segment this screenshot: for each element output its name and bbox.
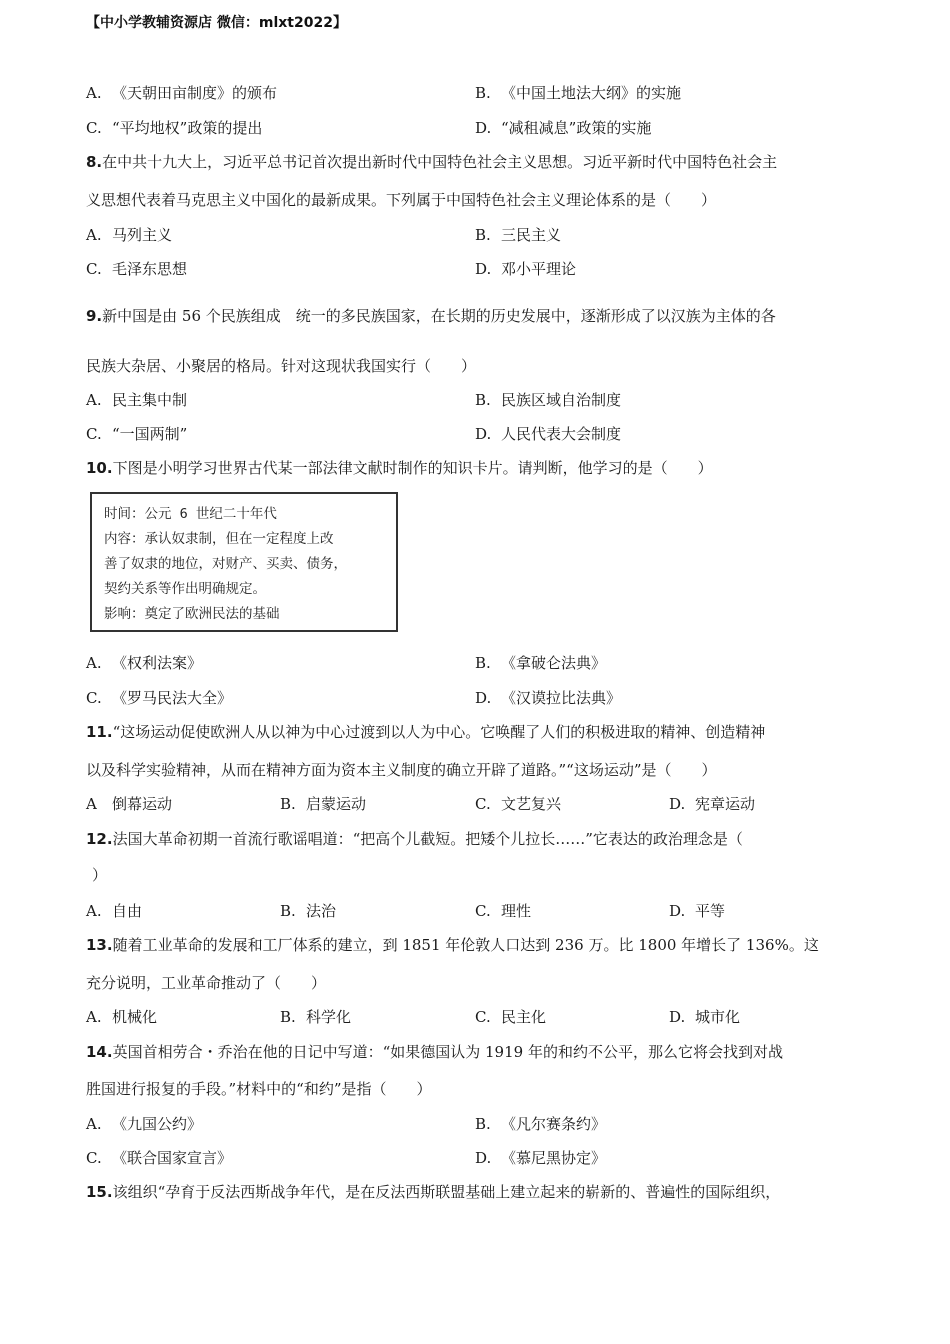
option-key: D.: [475, 119, 492, 137]
q14-stem-line1: [86, 1041, 783, 1062]
q10-stem-text: 下图是小明学习世界古代某一部法律文献时制作的知识卡片。请判断，他学习的是（ ）: [112, 459, 713, 477]
page-header-watermark: 【中小学教辅资源店 微信：mlxt2022】: [86, 15, 347, 31]
option-text: 法治: [306, 902, 337, 920]
q9-stem-text: 新中国是由 56 个民族组成 统一的多民族国家，在长期的历史发展中，逐渐形成了以汉族为主体的各: [102, 307, 776, 325]
q8-option-b[interactable]: [475, 224, 561, 245]
q15-stem-text: 该组织“孕育于反法西斯战争年代，是在反法西斯联盟基础上建立起来的崭新的、普遍性的国际组织，: [112, 1183, 781, 1201]
q14-stem-line2: 胜国进行报复的手段。”材料中的“和约”是指（ ）: [86, 1080, 432, 1098]
option-key: A.: [86, 84, 102, 102]
q13-option-a[interactable]: [86, 1006, 157, 1027]
option-text: 马列主义: [112, 226, 173, 244]
option-text: “平均地权”政策的提出: [112, 119, 263, 137]
option-key: B.: [475, 391, 491, 409]
q13-option-b[interactable]: [280, 1006, 351, 1027]
q7-option-b[interactable]: [475, 82, 681, 103]
option-text: 民族区域自治制度: [501, 391, 622, 409]
card-line-content-2: 善了奴隶的地位，对财产、买卖、债务，: [104, 556, 347, 572]
option-text: 《凡尔赛条约》: [501, 1115, 607, 1133]
option-text: 自由: [112, 902, 143, 920]
q9-stem-line1: [86, 305, 776, 326]
q12-option-b[interactable]: [280, 900, 336, 921]
option-key: B.: [280, 795, 296, 813]
option-text: 文艺复兴: [501, 795, 562, 813]
q12-stem-line2: ）: [92, 866, 108, 884]
card-line-content: 内容：承认奴隶制，但在一定程度上改: [104, 531, 334, 547]
option-text: 《天朝田亩制度》的颁布: [112, 84, 278, 102]
question-number: 9.: [86, 307, 103, 325]
q8-option-a[interactable]: [86, 224, 172, 245]
question-number: 14.: [86, 1043, 113, 1061]
option-key: C.: [475, 902, 491, 920]
q7-option-d[interactable]: [475, 117, 651, 138]
question-number: 11.: [86, 723, 113, 741]
option-key: D.: [475, 425, 492, 443]
q10-option-a[interactable]: [86, 652, 202, 673]
question-number: 15.: [86, 1183, 113, 1201]
q10-option-d[interactable]: [475, 687, 621, 708]
question-number: 8.: [86, 153, 103, 171]
q13-stem-line1: [86, 934, 819, 955]
q12-stem-line1: [86, 828, 743, 849]
option-text: 倒幕运动: [112, 795, 173, 813]
q8-stem-text: 在中共十九大上，习近平总书记首次提出新时代中国特色社会主义思想。习近平新时代中国特色社会主: [102, 153, 778, 171]
option-key: B.: [475, 226, 491, 244]
option-key: D.: [669, 1008, 686, 1026]
q9-stem-line2: 民族大杂居、小聚居的格局。针对这现状我国实行（ ）: [86, 357, 477, 375]
option-text: 城市化: [695, 1008, 741, 1026]
q11-stem-line1: [86, 721, 765, 742]
option-text: 毛泽东思想: [112, 260, 188, 278]
option-key: A.: [86, 902, 102, 920]
q10-stem-line1: [86, 457, 713, 478]
q7-option-c[interactable]: [86, 117, 262, 138]
q11-option-c[interactable]: [475, 793, 561, 814]
q14-stem-text: 英国首相劳合・乔治在他的日记中写道：“如果德国认为 1919 年的和约不公平，那么它将会找到对战: [112, 1043, 783, 1061]
card-line-impact: 影响：奠定了欧洲民法的基础: [104, 606, 280, 622]
option-key: A.: [86, 226, 102, 244]
option-key: B.: [280, 902, 296, 920]
q14-option-d[interactable]: [475, 1147, 606, 1168]
option-key: A.: [86, 1115, 102, 1133]
option-key: A.: [86, 1008, 102, 1026]
option-key: B.: [475, 654, 491, 672]
option-text: 机械化: [112, 1008, 158, 1026]
option-text: 三民主义: [501, 226, 562, 244]
option-text: 宪章运动: [695, 795, 756, 813]
q8-stem-line1: [86, 151, 777, 172]
q12-option-d[interactable]: [669, 900, 725, 921]
q13-option-c[interactable]: [475, 1006, 546, 1027]
option-key: B.: [475, 84, 491, 102]
option-key: C.: [86, 119, 102, 137]
q11-option-d[interactable]: [669, 793, 755, 814]
q15-stem-line1: [86, 1181, 780, 1202]
card-line-time: 时间：公元 6 世纪二十年代: [104, 506, 277, 522]
option-text: 《中国土地法大纲》的实施: [501, 84, 682, 102]
option-key: D.: [475, 260, 492, 278]
option-key: A.: [86, 391, 102, 409]
q14-option-b[interactable]: [475, 1113, 606, 1134]
q9-option-d[interactable]: [475, 423, 621, 444]
q14-option-c[interactable]: [86, 1147, 232, 1168]
q9-option-a[interactable]: [86, 389, 187, 410]
option-text: 邓小平理论: [501, 260, 577, 278]
option-text: “一国两制”: [112, 425, 188, 443]
q9-option-b[interactable]: [475, 389, 621, 410]
q8-stem-line2: 义思想代表着马克思主义中国化的最新成果。下列属于中国特色社会主义理论体系的是（ ）: [86, 191, 717, 209]
option-text: 人民代表大会制度: [501, 425, 622, 443]
q13-stem-text: 随着工业革命的发展和工厂体系的建立，到 1851 年伦敦人口达到 236 万。比 1800 年增长了 136%。这: [112, 936, 819, 954]
q12-stem-text: 法国大革命初期一首流行歌谣唱道：“把高个儿截短。把矮个儿拉长……”它表达的政治理念是（: [112, 830, 743, 848]
option-text: “减租减息”政策的实施: [501, 119, 652, 137]
option-key: D.: [475, 1149, 492, 1167]
q10-option-c[interactable]: [86, 687, 232, 708]
option-key: C.: [475, 1008, 491, 1026]
option-key: C.: [475, 795, 491, 813]
option-key: C.: [86, 425, 102, 443]
option-text: 《权利法案》: [112, 654, 203, 672]
q13-option-d[interactable]: [669, 1006, 740, 1027]
question-number: 10.: [86, 459, 113, 477]
option-key: A: [86, 795, 97, 813]
q14-option-a[interactable]: [86, 1113, 202, 1134]
knowledge-card: [90, 492, 398, 632]
option-text: 启蒙运动: [306, 795, 367, 813]
q8-option-d[interactable]: [475, 258, 576, 279]
option-text: 《拿破仑法典》: [501, 654, 607, 672]
q7-option-a[interactable]: [86, 82, 277, 103]
q9-option-c[interactable]: [86, 423, 187, 444]
q12-option-c[interactable]: [475, 900, 531, 921]
q11-option-b[interactable]: [280, 793, 366, 814]
option-key: D.: [669, 795, 686, 813]
option-text: 《联合国家宣言》: [112, 1149, 233, 1167]
q13-stem-line2: 充分说明，工业革命推动了（ ）: [86, 974, 327, 992]
question-number: 12.: [86, 830, 113, 848]
option-key: C.: [86, 260, 102, 278]
option-key: C.: [86, 689, 102, 707]
q10-option-b[interactable]: [475, 652, 606, 673]
option-key: D.: [669, 902, 686, 920]
option-text: 理性: [501, 902, 532, 920]
q11-option-a[interactable]: [86, 793, 172, 814]
option-text: 科学化: [306, 1008, 352, 1026]
option-text: 民主化: [501, 1008, 547, 1026]
q11-stem-text: “这场运动促使欧洲人从以神为中心过渡到以人为中心。它唤醒了人们的积极进取的精神、创造精神: [112, 723, 766, 741]
option-key: C.: [86, 1149, 102, 1167]
option-key: B.: [475, 1115, 491, 1133]
option-text: 民主集中制: [112, 391, 188, 409]
q11-stem-line2: 以及科学实验精神，从而在精神方面为资本主义制度的确立开辟了道路。”“这场运动”是（ ）: [86, 761, 717, 779]
option-text: 平等: [695, 902, 726, 920]
question-number: 13.: [86, 936, 113, 954]
option-text: 《汉谟拉比法典》: [501, 689, 622, 707]
option-key: D.: [475, 689, 492, 707]
option-key: A.: [86, 654, 102, 672]
option-text: 《慕尼黑协定》: [501, 1149, 607, 1167]
q12-option-a[interactable]: [86, 900, 142, 921]
q8-option-c[interactable]: [86, 258, 187, 279]
card-line-content-3: 契约关系等作出明确规定。: [104, 581, 266, 597]
option-key: B.: [280, 1008, 296, 1026]
option-text: 《九国公约》: [112, 1115, 203, 1133]
option-text: 《罗马民法大全》: [112, 689, 233, 707]
